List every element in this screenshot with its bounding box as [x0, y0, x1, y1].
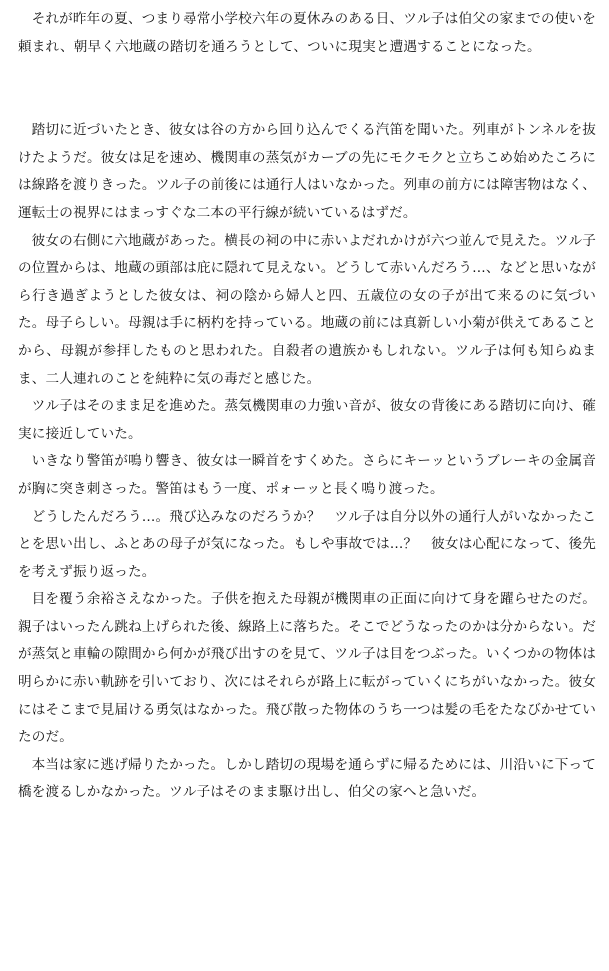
paragraph-gap — [18, 61, 596, 117]
paragraph-6: どうしたんだろう…。飛び込みなのだろうか？ ツル子は自分以外の通行人がいなかったことを思い出し、ふとあの母子が気になった。もしや事故では…？ 彼女は心配になって、後先を考えず振り返った。 — [18, 508, 596, 580]
paragraph-4: ツル子はそのまま足を進めた。蒸気機関車の力強い音が、彼女の背後にある踏切に向け、確実に接近していた。 — [18, 398, 596, 442]
paragraph-8: 本当は家に逃げ帰りたかった。しかし踏切の現場を通らずに帰るためには、川沿いに下って橋を渡るしかなかった。ツル子はそのまま駆け出し、伯父の家へと急いだ。 — [18, 756, 596, 801]
paragraph-3: 彼女の右側に六地蔵があった。横長の祠の中に赤いよだれかけが六つ並んで見えた。ツル子の位置からは、地蔵の頭部は庇に隠れて見えない。どうして赤いんだろう…、などと思いながら行き過ぎようとした彼女は、祠の陰から婦人と四、五歳位の女の子が出て来るのに気づいた。母子らしい。母親は手に柄杓を持っている。地蔵の前には真新しい小菊が供えてあることから、母親が参拝したものと思われた。自殺者の遺族かもしれない。ツル子は何も知らぬまま、二人連れのことを純粋に気の毒だと感じた。 — [18, 232, 596, 387]
paragraph-5: いきなり警笛が鳴り響き、彼女は一瞬首をすくめた。さらにキーッというブレーキの金属音が胸に突き刺さった。警笛はもう一度、ポォーッと長く鳴り渡った。 — [18, 453, 596, 497]
paragraph-1: それが昨年の夏、つまり尋常小学校六年の夏休みのある日、ツル子は伯父の家までの使いを頼まれ、朝早く六地蔵の踏切を通ろうとして、ついに現実と遭遇することになった。 — [18, 11, 596, 55]
paragraph-2: 踏切に近づいたとき、彼女は谷の方から回り込んでくる汽笛を聞いた。列車がトンネルを抜けたようだ。彼女は足を速め、機関車の蒸気がカーブの先にモクモクと立ちこめ始めたころには線路を渡りきった。ツル子の前後には通行人はいなかった。列車の前方には障害物はなく、運転士の視界にはまっすぐな二本の平行線が続いているはずだ。 — [18, 122, 596, 221]
story-text — [18, 6, 596, 807]
paragraph-7: 目を覆う余裕さえなかった。子供を抱えた母親が機関車の正面に向けて身を躍らせたのだ。親子はいったん跳ね上げられた後、線路上に落ちた。そこでどうなったのかは分からない。だが蒸気と車輪の隙間から何かが飛び出すのを見て、ツル子は目をつぶった。いくつかの物体は明らかに赤い軌跡を引いており、次にはそれらが路上に転がっていくにちがいなかった。彼女にはそこまで見届ける勇気はなかった。飛び散った物体のうち一つは髪の毛をたなびかせていたのだ。 — [18, 591, 596, 746]
